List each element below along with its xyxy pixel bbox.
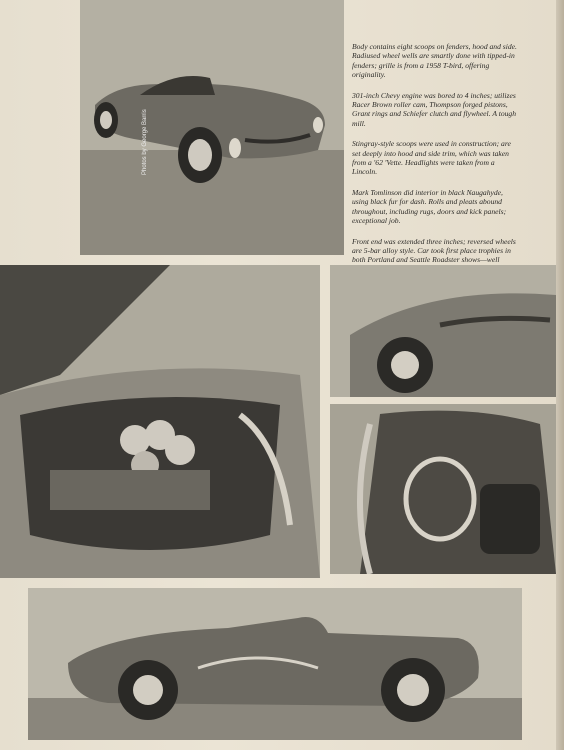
caption-column — [352, 42, 520, 285]
photo-engine-bay — [0, 265, 320, 578]
engine-bay-illustration — [0, 265, 320, 578]
car-front-illustration — [80, 0, 344, 255]
interior-illustration — [330, 404, 556, 574]
caption-scoops: Stingray-style scoops were used in construction; are set deeply into hood and side trim, which was taken from a '62 'Vette. Headlights were taken from a Lincoln. — [352, 139, 511, 177]
page-edge — [556, 0, 564, 750]
photo-side-profile — [28, 588, 522, 740]
caption-front-end: Front end was extended three inches; reversed wheels are 5-bar alloy style. Car took first place trophies in both Portland and Seattle Roadster shows—well — [352, 236, 516, 265]
photo-credit: Photos by George Barris — [142, 109, 148, 175]
side-profile-illustration — [28, 588, 522, 740]
caption-engine: 301-inch Chevy engine was bored to 4 inches; utilizes Racer Brown roller cam, Thompson forged pistons, Grant rings and Schiefer clutch and flywheel. A tough mill. — [352, 90, 517, 128]
photo-side-scoop — [330, 265, 556, 397]
caption-body: Body contains eight scoops on fenders, hood and side. Radiused wheel wells are smartly done with tipped-in fenders; grille is from a 1958 T-bird, offering originality. — [352, 42, 517, 80]
photo-interior — [330, 404, 556, 574]
side-scoop-illustration — [330, 265, 556, 397]
caption-interior: Mark Tomlinson did interior in black Naugahyde, using black fur for dash. Rolls and pleats abound throughout, including rugs, doors and kick panels; exceptional job. — [352, 187, 507, 226]
photo-car-front-three-quarter — [80, 0, 344, 255]
